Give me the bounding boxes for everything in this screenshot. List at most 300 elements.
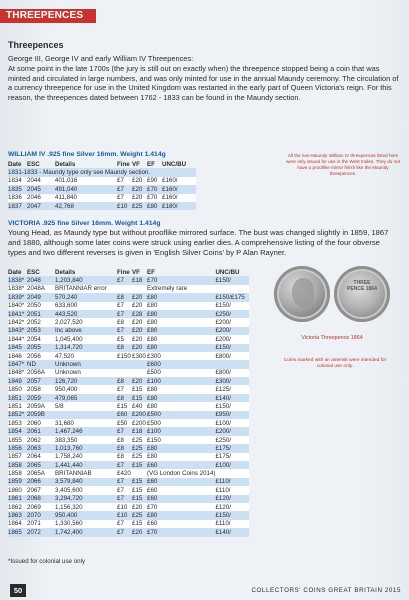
cell-date: 1843* — [8, 327, 27, 335]
cell-vf: £20 — [132, 528, 147, 536]
cell-date: 1861 — [8, 495, 27, 503]
cell-details: 1,758,240 — [55, 453, 117, 461]
table-row — [8, 177, 196, 185]
cell-ef: Extremely rare — [147, 285, 215, 293]
cell-vf: £200 — [132, 419, 146, 427]
cell-fine: £8 — [117, 293, 132, 301]
section-tab: THREEPENCES — [0, 9, 96, 23]
cell-details: 47,520 — [55, 352, 117, 360]
cell-vf: £15 — [132, 394, 147, 402]
cell-vf: £20 — [132, 177, 147, 185]
table-row — [8, 436, 249, 444]
cell-vf: £25 — [132, 453, 147, 461]
cell-fine: £8 — [117, 377, 132, 385]
cell-unc: £100/ — [215, 461, 249, 469]
cell-ef: £60 — [147, 486, 215, 494]
cell-esc: 2056 — [27, 352, 55, 360]
cell-esc: 2047 — [27, 202, 55, 210]
cell-details: 1,314,720 — [55, 344, 117, 352]
cell-vf: £20 — [132, 194, 147, 202]
table-row — [8, 411, 249, 419]
cell-vf: £20 — [132, 293, 147, 301]
cell-details: 950,400 — [55, 511, 117, 519]
table-row — [8, 461, 249, 469]
cell-ef: £500 — [147, 369, 215, 377]
cell-esc: 2069 — [27, 503, 55, 511]
cell-ef: £80 — [147, 444, 215, 452]
cell-ef: £80 — [147, 327, 215, 335]
cell-ef: £80 — [147, 385, 215, 393]
cell-vf: £18 — [132, 276, 147, 284]
cell-fine: £8 — [117, 436, 132, 444]
cell-esc: 2054 — [27, 335, 55, 343]
cell-date: 1858 — [8, 469, 27, 477]
cell-unc: £110/ — [215, 520, 249, 528]
cell-fine — [117, 369, 132, 377]
cell-fine: £7 — [117, 327, 132, 335]
cell-unc: £150/ — [215, 344, 249, 352]
cell-vf — [132, 369, 147, 377]
cell-date: 1847* — [8, 360, 27, 368]
table-row — [8, 511, 249, 519]
cell-details: Unknown — [55, 360, 117, 368]
cell-esc: 2065A — [27, 469, 55, 477]
table-row — [8, 352, 249, 360]
cell-details: 479,065 — [55, 394, 117, 402]
cell-details — [55, 411, 117, 419]
cell-esc: 2072 — [27, 528, 55, 536]
cell-fine: £7 — [117, 194, 132, 202]
cell-ef: £60 — [147, 478, 215, 486]
row-span-note: 1831-1833 - Maundy type only see Maundy section. — [8, 168, 196, 176]
cell-esc: 2068 — [27, 495, 55, 503]
cell-fine: £7 — [117, 528, 132, 536]
cell-ef: £80 — [147, 402, 215, 410]
cell-ef: £80 — [147, 453, 215, 461]
col-fine: Fine — [117, 268, 130, 276]
cell-ef: £80 — [147, 335, 215, 343]
cell-details: 443,520 — [55, 310, 117, 318]
cell-fine: £15 — [117, 402, 132, 410]
cell-date: 1840* — [8, 302, 27, 310]
table-row — [8, 469, 249, 477]
cell-details: 1,441,440 — [55, 461, 117, 469]
cell-vf: £200 — [132, 411, 146, 419]
cell-date: 1836 — [8, 194, 27, 202]
cell-vf: £15 — [132, 461, 147, 469]
col-details: Details — [55, 268, 76, 276]
cell-fine: £7 — [117, 177, 132, 185]
col-esc: ESC — [27, 268, 40, 276]
cell-details: 491,040 — [55, 185, 117, 193]
cell-date: 1844* — [8, 335, 27, 343]
cell-date: 1862 — [8, 503, 27, 511]
cell-ef: £80 — [147, 511, 215, 519]
table-row — [8, 293, 249, 301]
col-vf: VF — [132, 268, 140, 276]
cell-unc: £950/ — [215, 411, 249, 419]
cell-esc: 2070 — [27, 511, 55, 519]
cell-vf: £15 — [132, 520, 147, 528]
col-unc: UNC/BU — [162, 160, 187, 168]
cell-ef: £60 — [147, 461, 215, 469]
cell-ef: £70 — [147, 528, 215, 536]
cell-details: 1,467,246 — [55, 427, 117, 435]
table-row — [8, 310, 249, 318]
cell-esc: 2060 — [27, 419, 55, 427]
cell-esc: 2066 — [27, 478, 55, 486]
cell-ef: £80 — [147, 310, 215, 318]
cell-date: 1848* — [8, 369, 27, 377]
cell-unc: £175/ — [215, 444, 249, 452]
cell-ef: £80 — [147, 394, 215, 402]
table-row — [8, 360, 249, 368]
cell-ef: £80 — [147, 344, 215, 352]
cell-fine: £7 — [117, 461, 132, 469]
table-row — [8, 520, 249, 528]
cell-details: 411,840 — [55, 194, 117, 202]
cell-vf: £28 — [132, 310, 147, 318]
cell-esc: 2058 — [27, 385, 55, 393]
cell-unc: £110/ — [215, 486, 249, 494]
col-esc: ESC — [27, 160, 40, 168]
cell-details: 1,203,840 — [55, 276, 117, 284]
cell-date: 1851 — [8, 402, 27, 410]
cell-esc: 2048 — [27, 276, 55, 284]
cell-fine: £7 — [117, 385, 132, 393]
cell-date: 1864 — [8, 520, 27, 528]
table-row — [8, 486, 249, 494]
table-row — [8, 302, 249, 310]
cell-unc — [215, 360, 249, 368]
cell-details: 1,045,400 — [55, 335, 117, 343]
cell-vf: £25 — [132, 444, 147, 452]
cell-unc: £150/ — [215, 302, 249, 310]
cell-details: 31,680 — [55, 419, 117, 427]
cell-fine: £7 — [117, 520, 132, 528]
cell-esc: 2063 — [27, 444, 55, 452]
cell-details: 2,027,520 — [55, 318, 117, 326]
cell-date: 1851 — [8, 394, 27, 402]
cell-date: 1842* — [8, 318, 27, 326]
cell-date: 1837 — [8, 202, 27, 210]
cell-date: 1865 — [8, 528, 27, 536]
cell-vf: £20 — [132, 185, 147, 193]
page-number: 50 — [10, 584, 26, 597]
cell-vf: £40 — [132, 402, 147, 410]
col-date: Date — [8, 160, 22, 168]
cell-ef: £80 — [147, 318, 215, 326]
cell-ef: £60 — [147, 520, 215, 528]
table-row — [8, 427, 249, 435]
cell-date: 1849 — [8, 377, 27, 385]
cell-fine: £8 — [117, 444, 132, 452]
table-row — [8, 419, 249, 427]
cell-date: 1835 — [8, 185, 27, 193]
cell-date: 1857 — [8, 453, 27, 461]
cell-fine: £5 — [117, 335, 132, 343]
cell-unc: £800/ — [215, 352, 249, 360]
cell-fine: £10 — [117, 503, 132, 511]
cell-unc: £200/ — [215, 318, 249, 326]
coin-obverse-image — [274, 266, 330, 322]
cell-ef: £150 — [147, 436, 215, 444]
cell-ef: £500 — [147, 419, 215, 427]
table-row — [8, 385, 249, 393]
cell-date: 1838* — [8, 276, 27, 284]
cell-esc: 2057 — [27, 377, 55, 385]
cell-vf: £25 — [132, 511, 147, 519]
table-row — [8, 453, 249, 461]
table-row — [8, 495, 249, 503]
cell-date: 1855 — [8, 436, 27, 444]
table-row — [8, 335, 249, 343]
col-details: Details — [55, 160, 76, 168]
table-row — [8, 344, 249, 352]
coin-reverse-text: THREE PENCE 1864 — [347, 280, 377, 292]
cell-ef: £500 — [147, 411, 215, 419]
table-row — [8, 369, 249, 377]
cell-unc: £150/ — [215, 276, 249, 284]
cell-ef: £60 — [147, 495, 215, 503]
cell-vf: £15 — [132, 495, 147, 503]
victoria-table — [8, 268, 249, 537]
cell-unc: £110/ — [215, 478, 249, 486]
cell-fine: £8 — [117, 453, 132, 461]
cell-unc: £160/ — [162, 177, 196, 185]
cell-fine: £8 — [117, 318, 132, 326]
cell-ef: £70 — [147, 503, 215, 511]
cell-unc: £250/ — [215, 436, 249, 444]
table-row — [8, 285, 249, 293]
table-row — [8, 276, 249, 284]
footer-title: COLLECTORS' COINS GREAT BRITAIN 2015 — [251, 587, 401, 594]
victoria-header-row — [8, 268, 249, 276]
cell-esc: 2067 — [27, 486, 55, 494]
cell-unc: £160/ — [162, 185, 196, 193]
cell-unc: £140/ — [215, 528, 249, 536]
footnote: *Issued for colonial use only — [8, 558, 86, 565]
cell-details: 1,156,320 — [55, 503, 117, 511]
cell-vf: £25 — [132, 436, 147, 444]
cell-unc: £200/ — [215, 335, 249, 343]
coin-illustration — [270, 266, 394, 324]
cell-fine — [117, 285, 132, 293]
cell-date: 1854 — [8, 427, 27, 435]
cell-esc: 2051 — [27, 310, 55, 318]
table-row — [8, 185, 196, 193]
cell-vf: £20 — [132, 302, 147, 310]
cell-vf: £20 — [132, 318, 147, 326]
cell-esc: 2061 — [27, 427, 55, 435]
cell-vf — [132, 360, 147, 368]
cell-unc: £120/ — [215, 503, 249, 511]
cell-fine: £7 — [117, 427, 132, 435]
cell-unc: £120/ — [215, 495, 249, 503]
cell-details: 3,579,840 — [55, 478, 117, 486]
cell-unc: £250/ — [215, 310, 249, 318]
col-ef: EF — [147, 160, 155, 168]
cell-date: 1845 — [8, 344, 27, 352]
coin-reverse-image — [334, 266, 390, 322]
cell-date: 1841* — [8, 310, 27, 318]
cell-details: 633,600 — [55, 302, 117, 310]
cell-ef: £100 — [147, 427, 215, 435]
william-title: WILLIAM IV .925 fine Silver 16mm. Weight 1.414g — [8, 151, 166, 158]
cell-date: 1846 — [8, 352, 27, 360]
cell-unc: £150/£175 — [215, 293, 249, 301]
cell-fine: £10 — [117, 511, 132, 519]
cell-date: 1859 — [8, 478, 27, 486]
cell-vf: £15 — [132, 385, 147, 393]
cell-esc: 2062 — [27, 436, 55, 444]
cell-fine: £7 — [117, 310, 132, 318]
cell-details: 1,013,760 — [55, 444, 117, 452]
cell-date: 1838* — [8, 285, 27, 293]
cell-fine: £7 — [117, 478, 132, 486]
cell-details: 5/8 — [55, 402, 117, 410]
cell-fine: £8 — [117, 394, 132, 402]
cell-details: 3,405,600 — [55, 486, 117, 494]
william-header-row — [8, 160, 196, 168]
cell-vf: £20 — [132, 335, 147, 343]
cell-esc: 2059 — [27, 394, 55, 402]
cell-esc: 2064 — [27, 453, 55, 461]
table-row — [8, 402, 249, 410]
cell-esc: ND — [27, 360, 55, 368]
cell-date: 1834 — [8, 177, 27, 185]
cell-vf: £18 — [132, 427, 147, 435]
cell-ef: £80 — [147, 202, 162, 210]
cell-details: 3,294,720 — [55, 495, 117, 503]
victoria-title: VICTORIA .925 fine Silver 16mm. Weight 1.414g — [8, 220, 161, 227]
cell-vf: £300 — [132, 352, 146, 360]
asterisk-note: Coins marked with an asterisk were intended for colonial use only. — [283, 358, 387, 369]
cell-vf — [132, 469, 147, 477]
page-title: Threepences — [8, 40, 64, 50]
cell-ef: £70 — [147, 185, 162, 193]
cell-date: 1850 — [8, 385, 27, 393]
cell-esc: 2059B — [27, 411, 55, 419]
cell-vf: £15 — [132, 486, 147, 494]
cell-unc: £150/ — [215, 511, 249, 519]
cell-date: 1839* — [8, 293, 27, 301]
william-table — [8, 160, 196, 210]
cell-ef: £70 — [147, 276, 215, 284]
cell-details: 126,720 — [55, 377, 117, 385]
cell-esc: 2065 — [27, 461, 55, 469]
cell-fine — [117, 360, 132, 368]
cell-unc: £160/ — [162, 194, 196, 202]
table-row — [8, 327, 249, 335]
table-row — [8, 202, 196, 210]
cell-ef: £300 — [147, 352, 215, 360]
cell-fine: £420 — [117, 470, 131, 478]
cell-date: 1860 — [8, 486, 27, 494]
william-note: All the non-Maundy William IV threepences listed here were only issued for use in the West Indies. They do not have a prooflike mirror finish like the Maundy threepences. — [286, 153, 400, 176]
col-date: Date — [8, 268, 22, 276]
cell-unc: £300/ — [215, 377, 249, 385]
cell-fine: £60 — [117, 411, 132, 419]
cell-fine: £8 — [117, 344, 132, 352]
cell-esc: 2071 — [27, 520, 55, 528]
cell-details: 1,742,400 — [55, 528, 117, 536]
table-row — [8, 503, 249, 511]
cell-fine: £7 — [117, 302, 132, 310]
cell-esc: 2055 — [27, 344, 55, 352]
cell-details: BRITANNIAB — [55, 469, 117, 477]
cell-esc: 2048A — [27, 285, 55, 293]
cell-date: 1852* — [8, 411, 27, 419]
intro-text: George III, George IV and early William IV Threepences: At some point in the late 1700s (the jury is still out on exactly when) the threepence stopped being a coin that was minted and circulated in large numbers, and was only minted for use in the annual Maundy ceremony. The circulation of a currency threepence for use in the United Kingdom was restarted in the early part of Queen Victoria's reign. For this reason, the threepences dated between 1762 - 1833 can be found in the Maundy section. — [8, 54, 399, 103]
table-row — [8, 394, 249, 402]
cell-date: 1853 — [8, 419, 27, 427]
cell-fine: £7 — [117, 495, 132, 503]
coin-caption: Victoria Threepence 1864 — [301, 335, 363, 341]
cell-esc: 2044 — [27, 177, 55, 185]
cell-vf: £20 — [132, 344, 147, 352]
cell-fine: £7 — [117, 185, 132, 193]
cell-unc: £175/ — [215, 453, 249, 461]
table-row — [8, 444, 249, 452]
table-row — [8, 318, 249, 326]
cell-date: 1856 — [8, 444, 27, 452]
cell-esc: 2049 — [27, 293, 55, 301]
col-ef: EF — [147, 268, 155, 276]
cell-ef: £70 — [147, 194, 162, 202]
cell-ef: (VG London Coins 2014) — [147, 470, 216, 478]
cell-esc: 2045 — [27, 185, 55, 193]
cell-details: 1,330,560 — [55, 520, 117, 528]
cell-ef: £90 — [147, 177, 162, 185]
col-fine: Fine — [117, 160, 130, 168]
cell-esc: 2053 — [27, 327, 55, 335]
cell-unc: £150/ — [215, 402, 249, 410]
cell-vf — [132, 285, 147, 293]
cell-ef: £80 — [147, 293, 215, 301]
cell-ef: £80 — [147, 302, 215, 310]
table-row — [8, 194, 196, 202]
cell-esc: 2052 — [27, 318, 55, 326]
cell-date: 1858 — [8, 461, 27, 469]
cell-vf: £25 — [132, 202, 147, 210]
cell-unc: £200/ — [215, 327, 249, 335]
cell-unc: £180/ — [162, 202, 196, 210]
cell-unc — [215, 285, 249, 293]
cell-ef: £600 — [147, 360, 215, 368]
cell-vf: £15 — [132, 478, 147, 486]
cell-details: 950,400 — [55, 385, 117, 393]
cell-details: 42,768 — [55, 202, 117, 210]
cell-vf: £20 — [132, 327, 147, 335]
cell-details: 401,016 — [55, 177, 117, 185]
col-vf: VF — [132, 160, 140, 168]
coin-portrait — [292, 278, 314, 308]
cell-details: BRITANNIAR error — [55, 285, 117, 293]
cell-unc — [215, 469, 249, 477]
cell-fine: £7 — [117, 486, 132, 494]
cell-esc: 2056A — [27, 369, 55, 377]
cell-esc: 2059A — [27, 402, 55, 410]
cell-esc: 2046 — [27, 194, 55, 202]
cell-fine: £7 — [117, 276, 132, 284]
table-row — [8, 168, 196, 176]
cell-details: 570,240 — [55, 293, 117, 301]
table-row — [8, 528, 249, 536]
cell-esc: 2050 — [27, 302, 55, 310]
cell-vf: £20 — [132, 377, 147, 385]
cell-fine: £50 — [117, 419, 132, 427]
